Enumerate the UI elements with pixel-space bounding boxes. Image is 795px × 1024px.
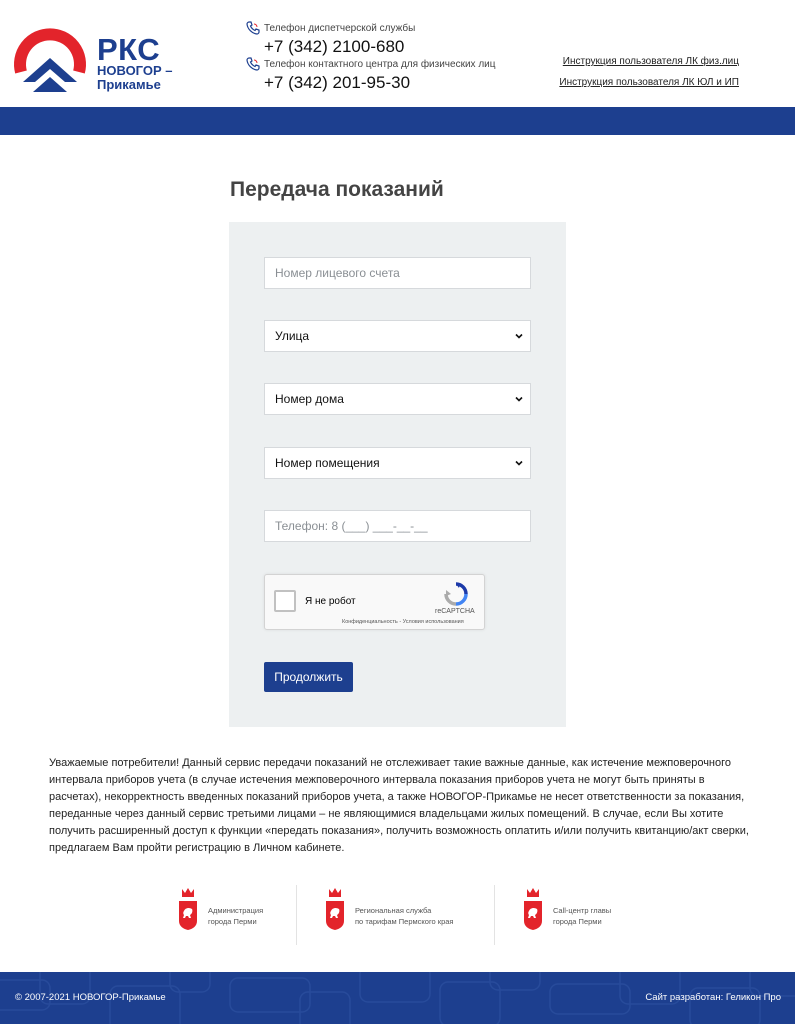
perm-crest-icon <box>176 887 200 931</box>
house-select-value: Номер дома <box>275 392 344 406</box>
phone-input[interactable] <box>265 511 530 541</box>
company-logo[interactable] <box>13 20 173 95</box>
site-footer <box>0 972 795 1024</box>
partner-label: Администрация города Перми <box>208 906 264 926</box>
perm-crest-icon <box>521 887 545 931</box>
perm-crest-icon <box>323 887 347 931</box>
recaptcha-label: Я не робот <box>305 596 356 607</box>
site-header <box>0 0 795 107</box>
contact-phone-number[interactable]: +7 (342) 201-95-30 <box>264 73 411 92</box>
partner-divider <box>494 885 495 945</box>
phone-icon <box>246 57 260 71</box>
recaptcha-links[interactable]: Конфиденциальность - Условия использования <box>342 619 464 625</box>
continue-button[interactable]: Продолжить <box>264 662 353 692</box>
street-select[interactable] <box>264 320 531 352</box>
partner-links <box>0 885 795 947</box>
individual-instruction-link[interactable]: Инструкция пользователя ЛК физ.лиц <box>562 56 739 67</box>
partner-label: Call-центр главы города Перми <box>553 906 612 926</box>
room-number-select[interactable] <box>264 447 531 479</box>
logo-subtitle-1: НОВОГОР – <box>97 63 173 78</box>
phone-field[interactable] <box>264 510 531 542</box>
house-number-select[interactable] <box>264 383 531 415</box>
recaptcha-widget <box>264 574 485 630</box>
partner-divider <box>296 885 297 945</box>
chevron-down-icon <box>514 331 524 341</box>
room-select-value: Номер помещения <box>275 456 380 470</box>
dispatch-phone-label: Телефон диспетчерской службы <box>264 23 416 34</box>
recaptcha-icon <box>443 581 469 607</box>
page-title: Передача показаний <box>230 178 444 201</box>
logo-title: РКС <box>97 32 161 67</box>
street-select-value: Улица <box>275 329 310 343</box>
chevron-down-icon <box>514 394 524 404</box>
logo-subtitle-2: Прикамье <box>97 77 161 92</box>
partner-label: Региональная служба по тарифам Пермского края <box>355 906 454 926</box>
disclaimer-text: Уважаемые потребители! Данный сервис передачи показаний не отслеживает такие важные данные, как истечение межповерочного интервала приборов учета (в случае истечения межповерочного интервала показания приборов учета не могут быть приняты в расчетах), некорректность введенных показаний приборов учета, а также НОВОГОР-Прикамье не несет ответственности за показания, переданные через данный сервис третьими лицами – не являющимися владельцами жилых помещений. В случае, если Вы хотите получить расширенный доступ к функции «передать показания», получить возможность оплатить и/или получить квитанцию/акт сверки, предлагаем Вам пройти регистрацию в Личном кабинете. <box>49 757 749 854</box>
phone-icon <box>246 21 260 35</box>
logo-text <box>97 32 173 92</box>
recaptcha-brand: reCAPTCHA <box>435 608 475 615</box>
recaptcha-checkbox[interactable] <box>274 590 296 612</box>
footer-developer-link[interactable]: Сайт разработан: Геликон Про <box>645 992 781 1003</box>
logo-mark-icon <box>13 20 87 94</box>
meter-reading-form <box>229 222 566 727</box>
business-instruction-link[interactable]: Инструкция пользователя ЛК ЮЛ и ИП <box>559 77 739 88</box>
footer-copyright: © 2007-2021 НОВОГОР-Прикамье <box>15 992 166 1003</box>
contact-phone-label: Телефон контактного центра для физических лиц <box>264 59 496 70</box>
account-number-input[interactable] <box>265 258 530 288</box>
dispatch-phone-number[interactable]: +7 (342) 2100-680 <box>264 37 405 56</box>
header-divider-bar <box>0 107 795 135</box>
chevron-down-icon <box>514 458 524 468</box>
account-number-field[interactable] <box>264 257 531 289</box>
